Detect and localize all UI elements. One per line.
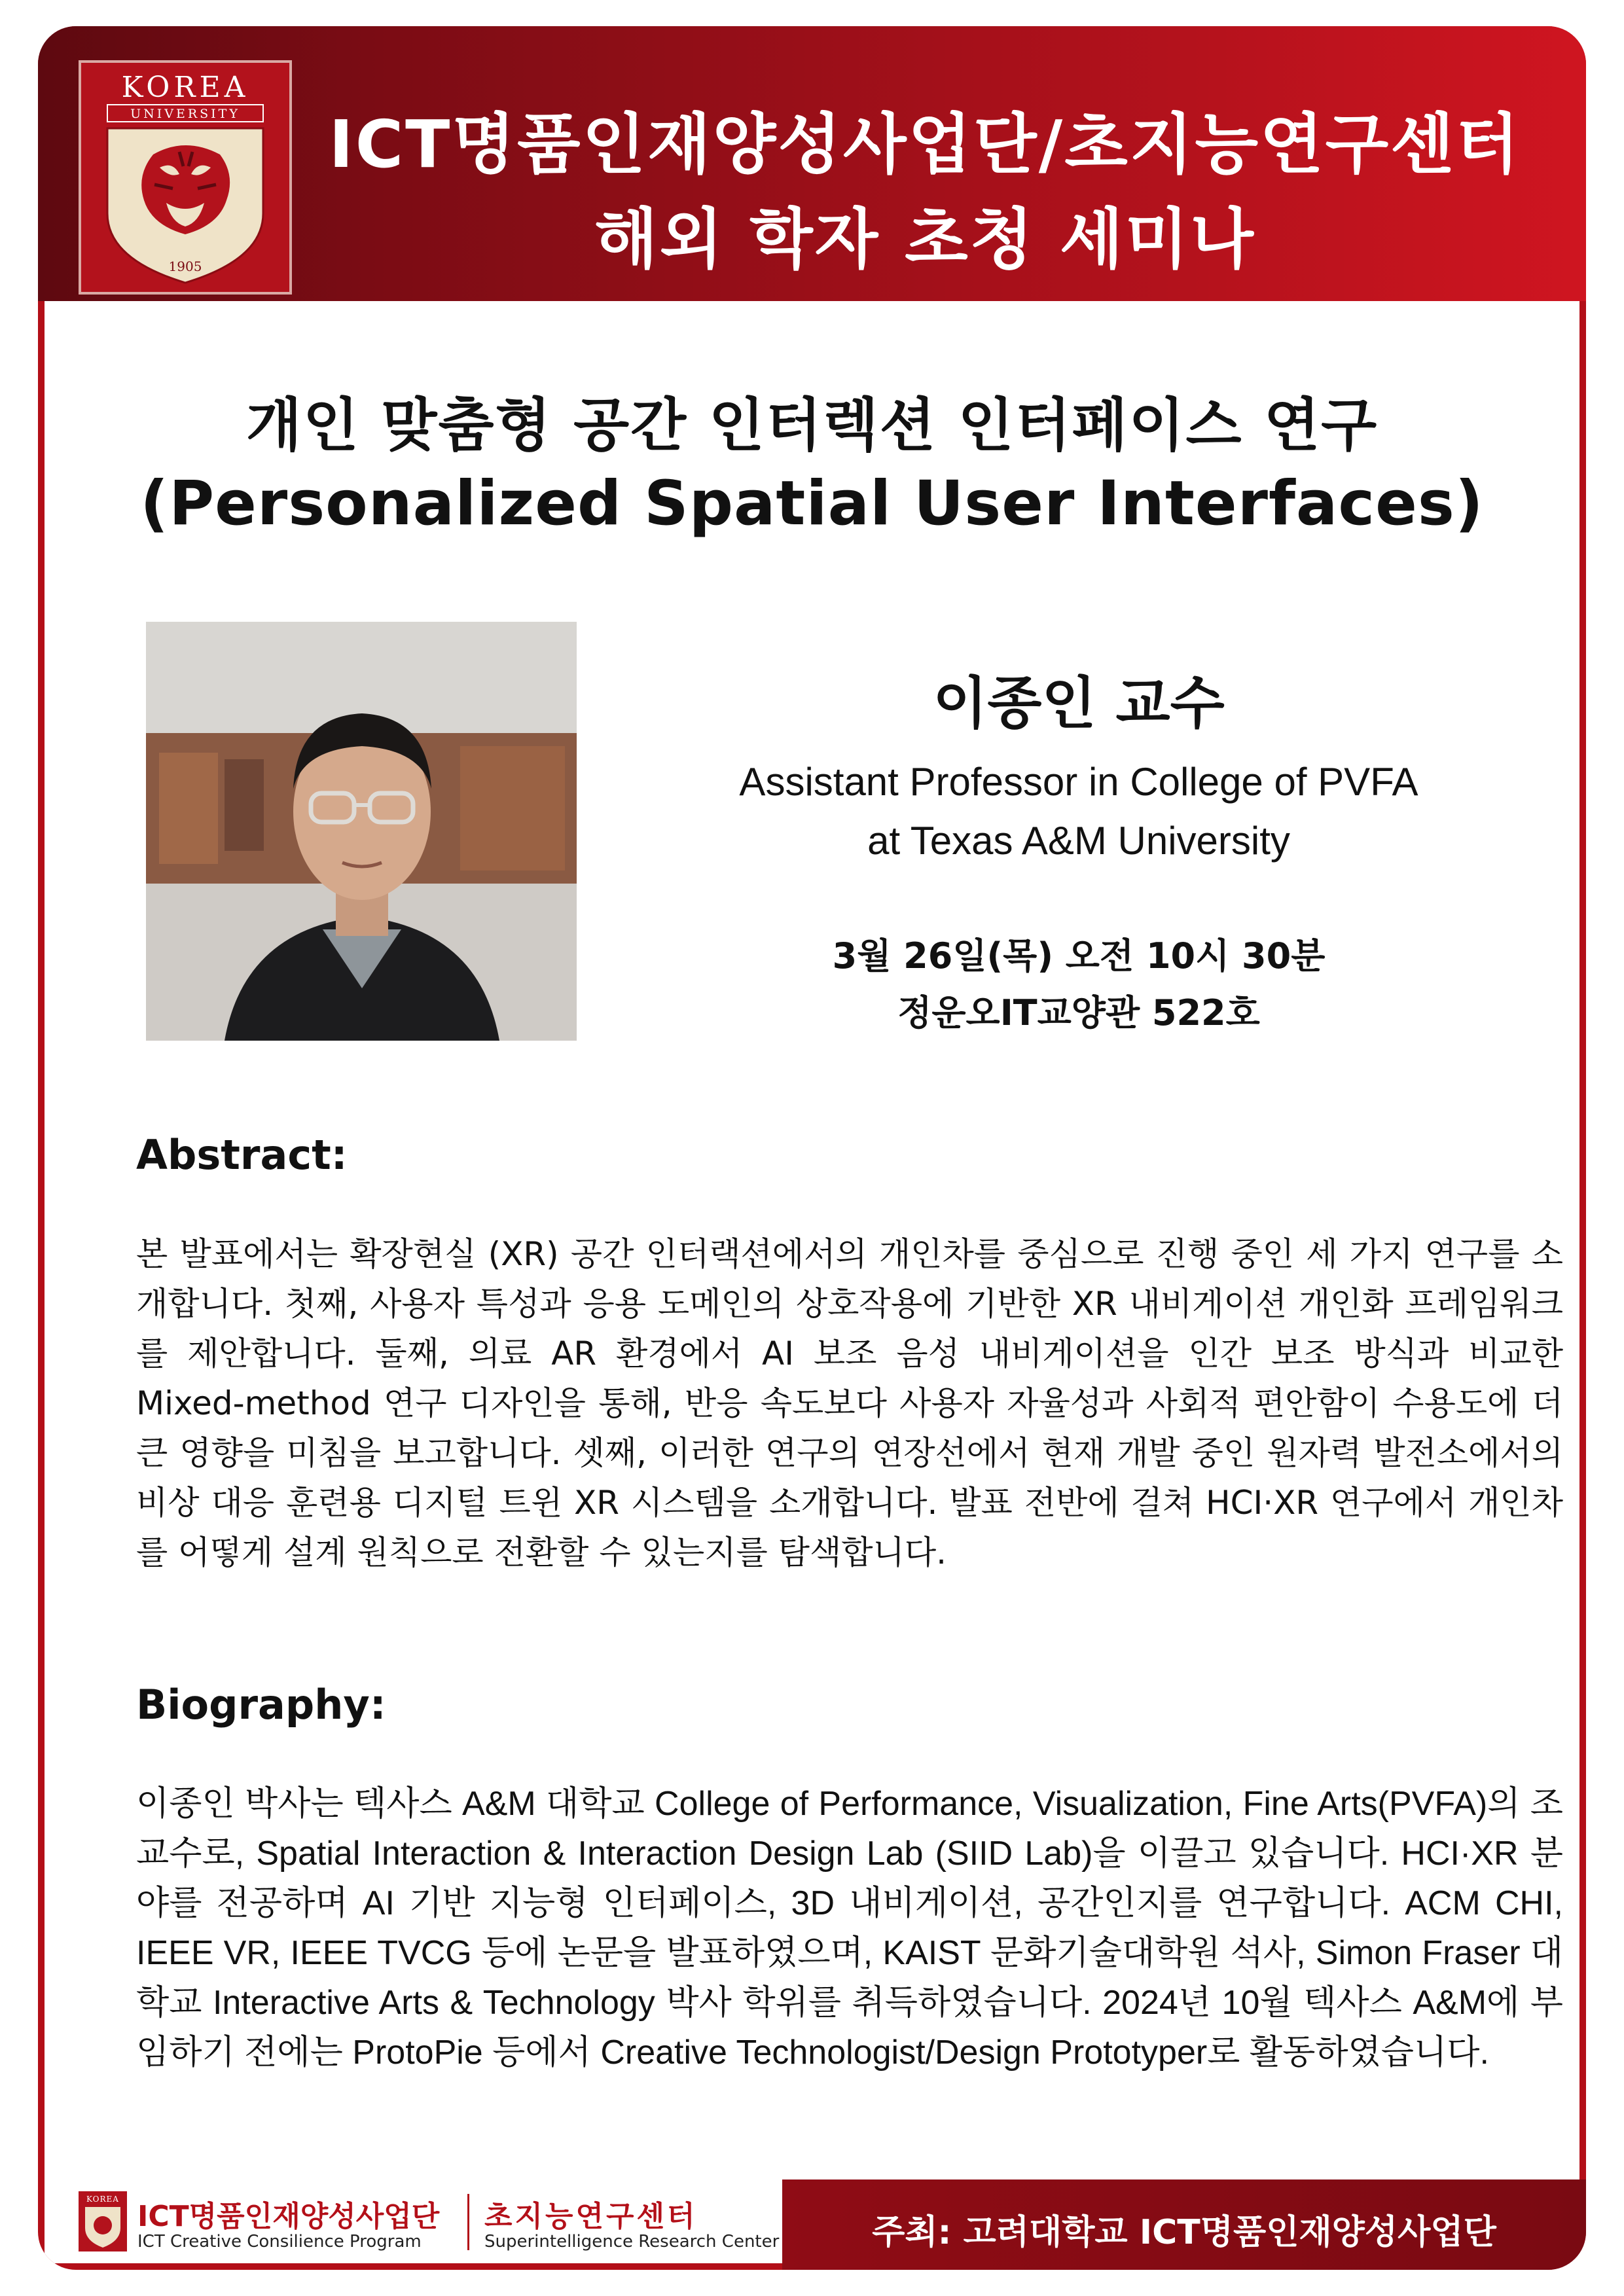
biography-heading: Biography:: [136, 1681, 386, 1729]
speaker-name: 이종인 교수: [933, 671, 1225, 736]
center-name-english: Superintelligence Research Center: [484, 2232, 780, 2251]
biography-body: 이종인 박사는 텍사스 A&M 대학교 College of Performance, Visualization, Fine Arts(PVFA)의 조교수로, Spatial Interaction & Interaction Design Lab (SIID Lab)을 이끌고 있습니다. HCI·XR 분야를 전공하며 AI 기반 지능형 인터페이스, 3D 내비게이션, 공간인지를 연구합니다. ACM CHI, IEEE VR, IEEE TVCG 등에 논문을 발표하였으며, KAIST 문화기술대학원 석사, Simon Fraser 대학교 Interactive Arts & Technology 박사 학위를 취득하였습니다. 2024년 10월 텍사스 A&M에 부임하기 전에는 ProtoPie 등에서 Creative Technologist/Design Prototyper로 활동하였습니다.: [136, 1785, 1563, 2072]
speaker-photo: [146, 622, 577, 1041]
logo-korea-text: KOREA: [121, 71, 249, 104]
logo-university-text: UNIVERSITY: [130, 107, 240, 121]
abstract-body: 본 발표에서는 확장현실 (XR) 공간 인터랙션에서의 개인차를 중심으로 진행 중인 세 가지 연구를 소개합니다. 첫째, 사용자 특성과 응용 도메인의 상호작용에 기반한 XR 내비게이션 개인화 프레임워크를 제안합니다. 둘째, 의료 AR 환경에서 AI 보조 음성 내비게이션을 인간 보조 방식과 비교한 Mixed-method 연구 디자인을 통해, 반응 속도보다 사용자 자율성과 사회적 편안함이 수용도에 더 큰 영향을 미침을 보고합니다. 셋째, 이러한 연구의 연장선에서 현재 개발 중인 원자력 발전소에서의 비상 대응 훈련용 디지털 트윈 XR 시스템을 소개합니다. 발표 전반에 걸쳐 HCI·XR 연구에서 개인차를 어떻게 설계 원칙으로 전환할 수 있는지를 탐색합니다.: [136, 1235, 1563, 1571]
footer-logo-text: KOREA: [86, 2195, 119, 2204]
logo-year: 1905: [168, 259, 202, 274]
header-title-line2: 해외 학자 초청 세미나: [594, 201, 1255, 278]
header-title-line1: ICT명품인재양성사업단/초지능연구센터: [329, 106, 1521, 183]
event-datetime: 3월 26일(목) 오전 10시 30분: [832, 935, 1326, 977]
footer-sponsors: [45, 2179, 782, 2263]
talk-title-korean: 개인 맞춤형 공간 인터렉션 인터페이스 연구: [245, 391, 1379, 459]
speaker-affiliation-line1: Assistant Professor in College of PVFA: [739, 760, 1418, 804]
event-location: 정운오IT교양관 522호: [897, 992, 1260, 1033]
talk-title-english: (Personalized Spatial User Interfaces): [140, 468, 1484, 539]
program-name-korean: ICT명품인재양성사업단: [137, 2200, 440, 2233]
poster-content: [45, 301, 1579, 2179]
center-name-korean: 초지능연구센터: [484, 2200, 698, 2233]
korea-university-logo: [79, 60, 292, 295]
footer-host-banner: [782, 2179, 1586, 2270]
footer-crest-icon: [79, 2191, 127, 2251]
program-name-english: ICT Creative Consilience Program: [137, 2232, 422, 2251]
host-label: 주최: 고려대학교 ICT명품인재양성사업단: [872, 2213, 1496, 2252]
poster-frame: [38, 26, 1586, 2270]
poster-header: [38, 26, 1586, 301]
abstract-heading: Abstract:: [136, 1131, 348, 1179]
speaker-affiliation-line2: at Texas A&M University: [867, 819, 1290, 863]
footer-divider: [467, 2194, 469, 2250]
